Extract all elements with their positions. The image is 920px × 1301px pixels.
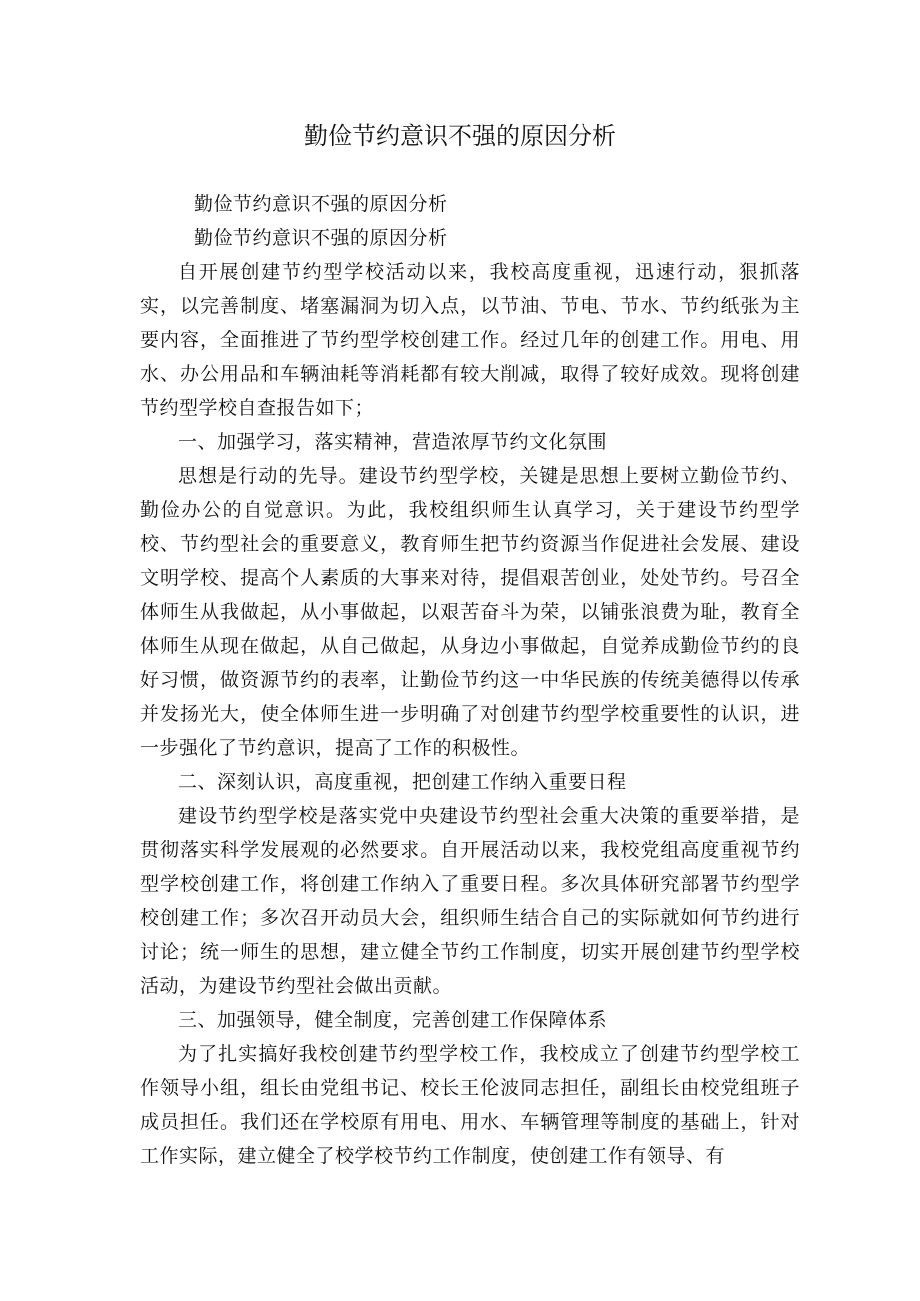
paragraph-subtitle-2: 勤俭节约意识不强的原因分析 [194,227,448,249]
paragraph-section-1: 思想是行动的先导。建设节约型学校，关键是思想上要树立勤俭节约、勤俭办公的自觉意识。为此，我校组织师生认真学习，关于建设节约型学校、节约型社会的重要意义，教育师生把节约资源当作促进社会发展、建设文明学校、提高个人素质的大事来对待，提倡艰苦创业，处处节约。号召全体师生从我做起，从小事做起，以艰苦奋斗为荣，以铺张浪费为耻，教育全体师生从现在做起，从自己做起，从身边小事做起，自觉养成勤俭节约的良好习惯，做资源节约的表率，让勤俭节约这一中华民族的传统美德得以传承并发扬光大，使全体师生进一步明确了对创建节约型学校重要性的认识，进一步强化了节约意识，提高了工作的积极性。 [140,465,800,759]
paragraph-intro: 自开展创建节约型学校活动以来，我校高度重视，迅速行动，狠抓落实，以完善制度、堵塞漏洞为切入点，以节油、节电、节水、节约纸张为主要内容，全面推进了节约型学校创建工作。经过几年的创建工作。用电、用水、办公用品和车辆油耗等消耗都有较大削减，取得了较好成效。现将创建节约型学校自查报告如下； [140,261,800,419]
section-heading-1: 一、加强学习，落实精神，营造浓厚节约文化氛围 [178,431,608,453]
section-heading-3: 三、加强领导，健全制度，完善创建工作保障体系 [178,1009,608,1031]
document-title: 勤俭节约意识不强的原因分析 [304,122,616,150]
document-body [140,187,800,1173]
paragraph-section-2: 建设节约型学校是落实党中央建设节约型社会重大决策的重要举措，是贯彻落实科学发展观的必然要求。自开展活动以来，我校党组高度重视节约型学校创建工作，将创建工作纳入了重要日程。多次具体研究部署节约型学校创建工作；多次召开动员大会，组织师生结合自己的实际就如何节约进行讨论；统一师生的思想，建立健全节约工作制度，切实开展创建节约型学校活动，为建设节约型社会做出贡献。 [140,805,800,997]
section-heading-2: 二、深刻认识，高度重视，把创建工作纳入重要日程 [178,771,627,793]
paragraph-section-3: 为了扎实搞好我校创建节约型学校工作，我校成立了创建节约型学校工作领导小组，组长由党组书记、校长王伦波同志担任，副组长由校党组班子成员担任。我们还在学校原有用电、用水、车辆管理等制度的基础上，针对工作实际，建立健全了校学校节约工作制度，使创建工作有领导、有 [140,1043,800,1167]
paragraph-subtitle-1: 勤俭节约意识不强的原因分析 [194,193,448,215]
